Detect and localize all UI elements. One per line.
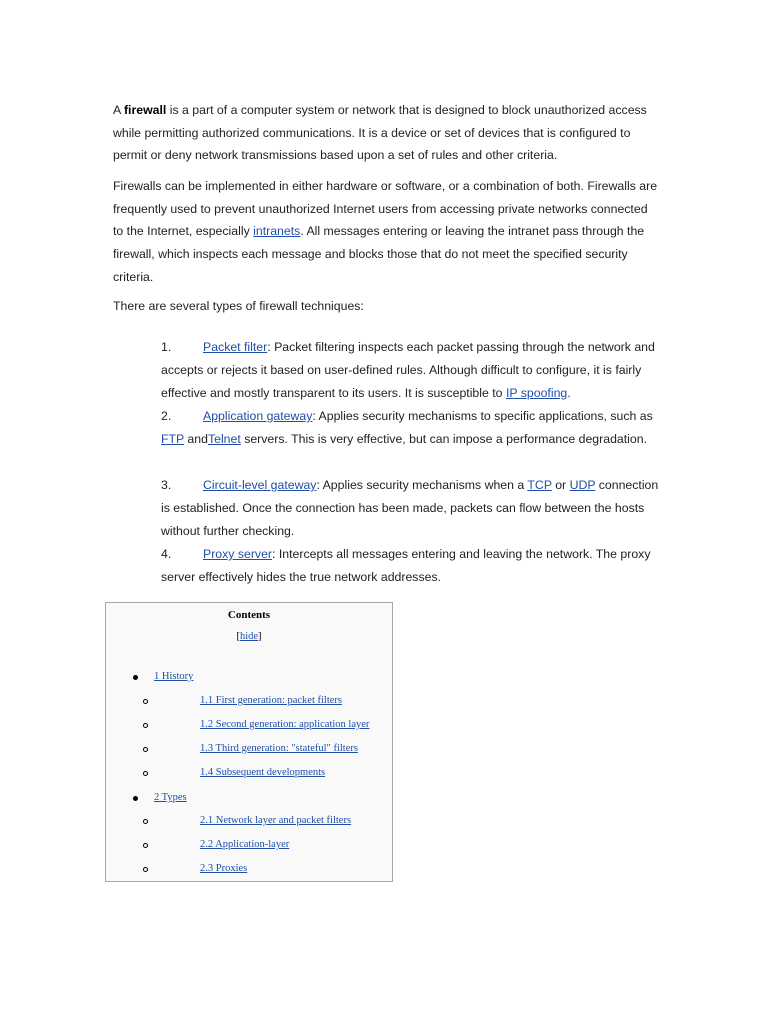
application-gateway-link[interactable]: Application gateway [203,409,313,423]
intro-paragraph [113,99,658,167]
toc-item-application-layer[interactable] [200,837,289,853]
toc-item-first-generation[interactable] [200,693,342,709]
toc-link[interactable]: 1.2 Second generation: application layer [200,719,370,730]
toc-item-subsequent-developments[interactable] [200,765,325,781]
implementation-paragraph [113,175,658,289]
table-of-contents [105,602,393,882]
toc-item-second-generation[interactable] [200,717,369,733]
item-tail: connection is established. Once the connection has been made, packets can flow between the hosts without further checking. [161,478,659,538]
para2-after: . All messages entering or leaving the intranet pass through the firewall, which inspects each message and blocks those that do not meet the specified security criteria. [113,224,645,284]
toc-item-proxies[interactable] [200,861,247,877]
toc-link[interactable]: 1 History [154,671,194,682]
item-number: 4. [161,547,172,561]
toc-link[interactable]: 2.1 Network layer and packet filters [200,815,352,826]
bullet-ring-icon [143,867,148,872]
item-text: : Packet filtering inspects each packet passing through the network and accepts or rejects it based on user-defined rules. Although difficult to configure, it is fairly effective and mostly transparent to its users. It is susceptible to [161,340,655,400]
item-text: : Applies security mechanisms when a [316,478,528,492]
toc-link[interactable]: 2 Types [154,792,187,803]
item-number: 3. [161,478,172,492]
technique-item-circuit-level-gateway [161,474,661,543]
toc-hide-link[interactable]: hide [239,631,259,642]
item-number: 2. [161,409,172,423]
ip-spoofing-link[interactable]: IP spoofing [505,386,568,400]
ftp-link[interactable]: FTP [161,432,185,446]
intro-rest: is a part of a computer system or network that is designed to block unauthorized access while permitting authorized communications. It is a device or set of devices that is configured to permit or deny network transmissions based upon a set of rules and other criteria. [113,103,647,163]
item-tail: . [567,386,571,400]
bullet-ring-icon [143,819,148,824]
toc-item-types[interactable] [154,790,187,806]
tcp-link[interactable]: TCP [527,478,552,492]
proxy-server-link[interactable]: Proxy server [203,547,273,561]
toc-title: Contents [227,609,271,621]
technique-item-packet-filter [161,336,661,405]
item-mid: and [184,432,208,446]
types-intro-paragraph: There are several types of firewall techniques: [113,299,364,313]
toc-bracket-close: ] [258,631,262,642]
item-tail: servers. This is very effective, but can impose a performance degradation. [240,432,648,446]
item-text: : Applies security mechanisms to specific applications, such as [312,409,653,423]
bullet-dot-icon [133,675,138,680]
toc-link[interactable]: 1.4 Subsequent developments [200,767,326,778]
technique-item-proxy-server [161,543,661,589]
item-text: : Intercepts all messages entering and leaving the network. The proxy server effectively hides the true network addresses. [161,547,651,584]
bullet-ring-icon [143,771,148,776]
bullet-ring-icon [143,723,148,728]
technique-item-application-gateway [161,405,661,451]
para2-before: Firewalls can be implemented in either hardware or software, or a combination of both. Firewalls are frequently used to prevent unauthorized Internet users from accessing private networks connected to the Internet, especially [113,179,658,239]
toc-bracket-open: [ [236,631,240,642]
telnet-link[interactable]: Telnet [207,432,241,446]
toc-link[interactable]: 1.1 First generation: packet filters [200,695,343,706]
bullet-dot-icon [133,796,138,801]
toc-item-network-layer[interactable] [200,813,351,829]
circuit-level-gateway-link[interactable]: Circuit-level gateway [203,478,317,492]
toc-hide-control [106,631,392,642]
bullet-ring-icon [143,747,148,752]
item-mid: or [551,478,570,492]
intranets-link[interactable]: intranets [253,224,301,239]
udp-link[interactable]: UDP [569,478,596,492]
intro-pre: A [113,103,124,117]
toc-item-third-generation[interactable] [200,741,358,757]
packet-filter-link[interactable]: Packet filter [203,340,268,354]
toc-link[interactable]: 2.3 Proxies [200,863,248,874]
item-number: 1. [161,340,172,354]
toc-link[interactable]: 1.3 Third generation: "stateful" filters [200,743,358,754]
firewall-term: firewall [123,103,167,117]
bullet-ring-icon [143,699,148,704]
toc-link[interactable]: 2.2 Application-layer [200,839,290,850]
toc-item-history[interactable] [154,669,193,685]
bullet-ring-icon [143,843,148,848]
